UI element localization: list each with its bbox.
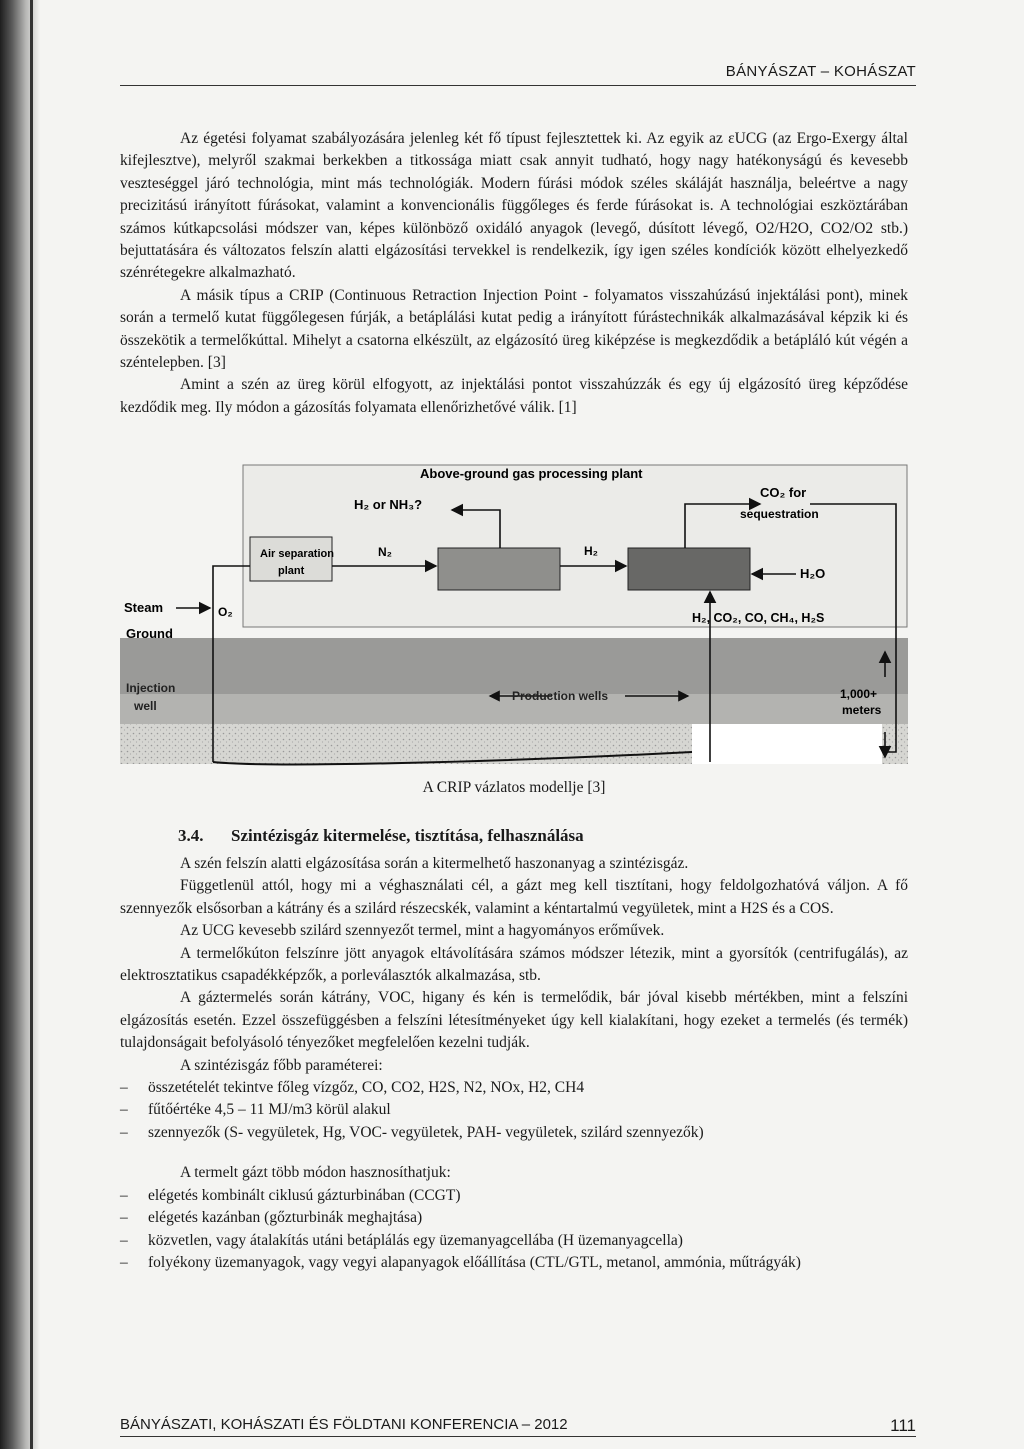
intro-text: [120, 128, 908, 419]
label-depth-1: 1,000+: [840, 687, 878, 701]
running-header: BÁNYÁSZAT – KOHÁSZAT: [725, 63, 916, 80]
surface-plant-frame: [243, 465, 907, 627]
paragraph-retraction: Amint a szén az üreg körül elfogyott, az injektálási pontot visszahúzzák és egy új elgázosító üreg képződése kezdődik meg. Ily módon a gázosítás folyamata ellenőrizhetővé válik. [1]: [120, 376, 908, 416]
shift-reactor-box: [628, 548, 750, 590]
list-item: – közvetlen, vagy átalakítás utáni betáplálás egy üzemanyagcellába (H üzemanyagcella): [120, 1231, 683, 1249]
crip-diagram: [120, 462, 908, 772]
section-body: [120, 853, 908, 1274]
label-h2-nh3: H₂ or NH₃?: [354, 497, 423, 512]
page-number: 111: [890, 1416, 916, 1435]
binding-shadow: [0, 0, 40, 1449]
gasifier-cavity: [692, 724, 882, 764]
label-o2: O₂: [218, 605, 233, 619]
section-title: Szintézisgáz kitermelése, tisztítása, felhasználása: [231, 826, 584, 845]
gas-processing-box: [438, 548, 560, 590]
footer-rule: [120, 1436, 916, 1437]
figure-caption: A CRIP vázlatos modellje [3]: [422, 779, 606, 796]
uses-list: [120, 1185, 908, 1275]
header-rule: [120, 85, 916, 86]
label-air-sep-2: plant: [278, 565, 305, 577]
label-injection-2: well: [134, 699, 157, 713]
page-footer: [120, 1416, 916, 1433]
label-injection-1: Injection: [126, 681, 176, 695]
list-item: – szennyezők (S- vegyületek, Hg, VOC- vegyületek, PAH- vegyületek, szilárd szennyezők): [120, 1123, 704, 1141]
label-h2o: H₂O: [800, 566, 826, 581]
label-steam: Steam: [124, 600, 164, 615]
section-paragraph: A termelőkúton felszínre jött anyagok eltávolítására számos módszer létezik, mint a gyorsítók (centrifugálás), az elektrosztatikus csapadékképzők, a porleválasztók alkalmazása, stb.: [120, 944, 908, 985]
section-paragraph: A gáztermelés során kátrány, VOC, higany és kén is termelődik, bár jóval kisebb mértékben, mint a felszíni elgázosítás esetén. Ezzel összefüggésben a felszíni létesítményeket úgy kell kialakítani, hogy ezeket a termelés (és termék) tulajdonságait befolyásoló tényezőket megfelelően kezelni tudják.: [120, 989, 908, 1052]
footer-conference: BÁNYÁSZATI, KOHÁSZATI ÉS FÖLDTANI KONFERENCIA – 2012: [120, 1416, 568, 1433]
section-heading: [178, 826, 584, 846]
params-list: [120, 1077, 908, 1144]
list-item: – elégetés kombinált ciklusú gázturbinában (CCGT): [120, 1186, 461, 1204]
label-above-ground: Above-ground gas processing plant: [420, 466, 643, 481]
list-item: – elégetés kazánban (gőzturbinák meghajtása): [120, 1209, 423, 1227]
label-n2: N₂: [378, 545, 392, 559]
section-paragraph: A szén felszín alatti elgázosítása során a kitermelhető haszonanyag a szintézisgáz.: [180, 855, 689, 872]
list-item: – összetételét tekintve főleg vízgőz, CO, CO2, H2S, N2, NOx, H2, CH4: [120, 1079, 585, 1097]
label-h2: H₂: [584, 544, 598, 558]
label-ground: Ground: [126, 626, 173, 641]
label-air-sep-1: Air separation: [260, 548, 334, 560]
section-paragraph: A szintézisgáz főbb paraméterei:: [180, 1056, 383, 1074]
paragraph-eucg: Az égetési folyamat szabályozására jelenleg két fő típust fejlesztettek ki. Az egyik az εUCG (az Ergo-Exergy által kifejlesztve), melyről szakmai berkekben a titkossága miatt csak annyit tudható, hogy nagy hatékonyságú és kevesebb veszteséggel járó technológia, mint más technológiák. Modern fúrási módok széles skáláját használja, beleértve a nagy precizitású irányított fúrásokat, valamint a konvencionális függőleges és ferde fúrásokat is. A technológiai eszköztárában számos kútkapcsolási módszer van, képes különböző oxidáló anyagok (levegő, dúsított lévegő, O2/H2O, CO2/O2 stb.) bejuttatására és változatos felszín alatti elgázosítási tervekkel is rendelkezik, így igen széles kondíciók között elhelyezkedő szénrétegekre alkalmazható.: [120, 130, 908, 282]
label-co2: CO₂ for: [760, 485, 807, 500]
section-paragraph: Az UCG kevesebb szilárd szennyezőt termel, mint a hagyományos erőművek.: [180, 922, 665, 940]
label-gases: H₂, CO₂, CO, CH₄, H₂S: [692, 611, 825, 625]
list-item: – fűtőértéke 4,5 – 11 MJ/m3 körül alakul: [120, 1101, 391, 1119]
label-depth-2: meters: [842, 703, 882, 717]
list-item: – folyékony üzemanyagok, vagy vegyi alapanyagok előállítása (CTL/GTL, metanol, ammónia, műtrágyák): [120, 1253, 801, 1271]
uses-intro: A termelt gázt több módon hasznosíthatjuk:: [180, 1164, 451, 1182]
paragraph-crip: A másik típus a CRIP (Continuous Retraction Injection Point - folyamatos visszahúzású injektálási pont), minek során a termelő kutat függőlegesen fúrják, a betáplálási kutat pedig a irányított fúrástechnikák alkalmazásával képzik ki és összekötik a termelőkúttal. Mihelyt a csatorna elkészült, az elgázosító üreg kiképzése is megkezdődik a betápláló kút végén a széntelepben. [3]: [120, 286, 908, 372]
binding-line: [30, 0, 33, 1449]
label-sequestration: sequestration: [740, 507, 819, 521]
label-production: Production wells: [512, 689, 609, 703]
section-paragraph: Függetlenül attól, hogy mi a véghasználati cél, a gázt meg kell tisztítani, hogy feldolgozhatóvá váljon. A fő szennyezők elsősorban a kátrány és a szilárd részecskék, valamint a kéntartalmú vegyületek, mint a H2S és a COS.: [120, 877, 908, 917]
ground-layer: [120, 638, 908, 696]
section-number: 3.4.: [178, 826, 204, 845]
